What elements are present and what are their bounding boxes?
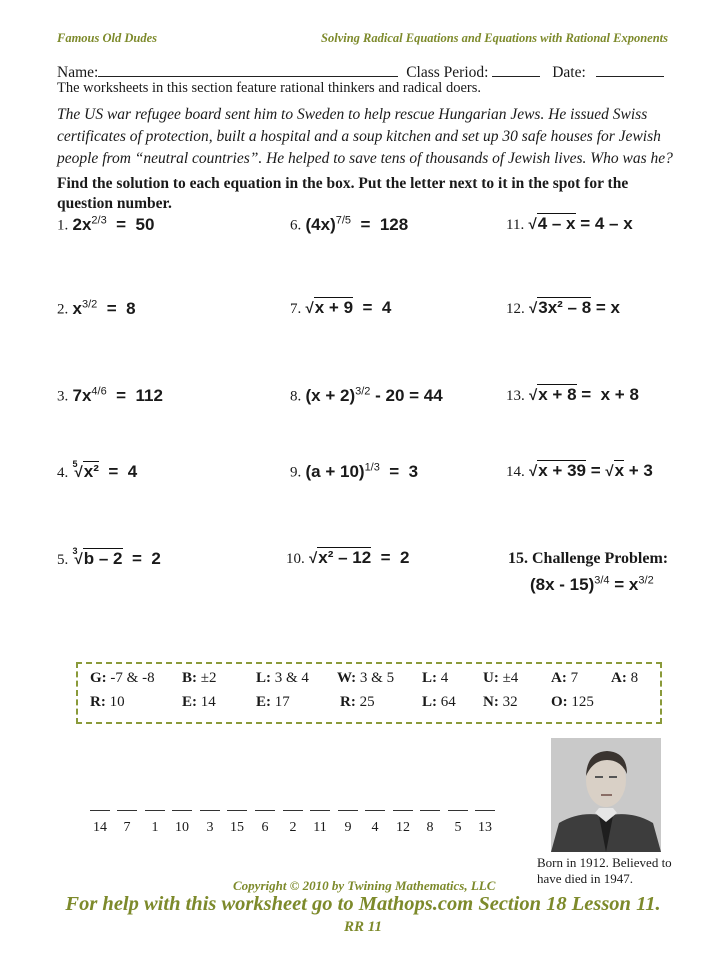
answer-blank[interactable] xyxy=(338,810,358,811)
answer-blank[interactable] xyxy=(255,810,275,811)
answer-blank[interactable] xyxy=(172,810,192,811)
problem-5: 5. $^3$√b – 2 = 2 xyxy=(57,546,161,568)
key-item: N: 32 xyxy=(483,694,518,710)
key-item: L: 3 & 4 xyxy=(256,670,309,686)
key-item: A: 8 xyxy=(611,670,639,686)
answer-blank[interactable] xyxy=(393,810,413,811)
riddle-story: The US war refugee board sent him to Sweden to help rescue Hungarian Jews. He issued Swiss certificates of protection, built a hospital and a soup kitchen and set up 30 safe houses for Jewish people from “neutral countries”. He helped to save tens of thousands of Jewish lives. Who was he? xyxy=(57,106,673,167)
key-item: W: 3 & 5 xyxy=(337,670,395,686)
problem-10: 10. √x² – 12 = 2 xyxy=(286,548,410,567)
problem-15: $(8x - 15)^{3/4} = x^{3/2}$ xyxy=(530,574,654,594)
key-item: L: 64 xyxy=(422,694,456,710)
problem-8: 8. $(x + 2)^{3/2} - 20 = 44$ xyxy=(290,385,443,405)
key-item: O: 125 xyxy=(551,694,594,710)
date-field[interactable] xyxy=(596,75,664,77)
answer-key-box xyxy=(76,662,662,724)
instructions: Find the solution to each equation in the box. Put the letter next to it in the spot for the question number. xyxy=(57,175,629,212)
answer-blank[interactable] xyxy=(448,810,468,811)
help-link-text: For help with this worksheet go to Mathops.com Section 18 Lesson 11. xyxy=(65,893,661,915)
key-item: R: 10 xyxy=(90,694,125,710)
worksheet-series-title: Famous Old Dudes xyxy=(57,31,158,45)
answer-blank[interactable] xyxy=(365,810,385,811)
problem-11: 11. √4 – x = 4 – x xyxy=(506,214,633,233)
problem-3: 3. $7x^{4/6} = 112$ xyxy=(57,385,163,405)
portrait-photo xyxy=(551,738,661,852)
key-item: E: 14 xyxy=(182,694,216,710)
answer-blank[interactable] xyxy=(283,810,303,811)
worksheet-topic-title: Solving Radical Equations and Equations with Rational Exponents xyxy=(321,31,668,45)
key-item: B: ±2 xyxy=(182,670,217,686)
answer-blank[interactable] xyxy=(117,810,137,811)
problem-15-heading: 15. Challenge Problem: xyxy=(508,550,669,567)
answer-blank[interactable] xyxy=(420,810,440,811)
problem-2: 2. $x^{3/2} = 8$ xyxy=(57,298,136,318)
problem-12: 12. √3x² – 8 = x xyxy=(506,298,621,317)
class-period-label: Class Period: xyxy=(406,64,489,81)
key-item: E: 17 xyxy=(256,694,290,710)
intro-text: The worksheets in this section feature rational thinkers and radical doers. xyxy=(57,80,481,96)
photo-caption: Born in 1912. Believed to have died in 1947. xyxy=(537,855,672,886)
problem-6: 6. $(4x)^{7/5} = 128$ xyxy=(290,214,409,234)
key-item: R: 25 xyxy=(340,694,375,710)
answer-blank[interactable] xyxy=(310,810,330,811)
problem-4: 4. $^5$√x² = 4 xyxy=(57,459,138,481)
copyright: Copyright © 2010 by Twining Mathematics, LLC xyxy=(233,878,496,893)
key-item: A: 7 xyxy=(551,670,579,686)
answer-blank[interactable] xyxy=(200,810,220,811)
key-item: G: -7 & -8 xyxy=(90,670,155,686)
problem-7: 7. √x + 9 = 4 xyxy=(290,298,392,317)
problem-13: 13. √x + 8 = x + 8 xyxy=(506,385,639,404)
name-label: Name: xyxy=(57,64,99,81)
key-item: L: 4 xyxy=(422,670,449,686)
worksheet-code: RR 11 xyxy=(344,919,382,935)
problem-14: 14. √x + 39 = √x + 3 xyxy=(506,461,653,480)
answer-blank[interactable] xyxy=(145,810,165,811)
name-field[interactable] xyxy=(98,75,398,77)
answer-blank[interactable] xyxy=(475,810,495,811)
problem-1: 1. $2x^{2/3} = 50$ xyxy=(57,214,155,234)
portrait-illustration xyxy=(551,738,661,852)
key-item: U: ±4 xyxy=(483,670,519,686)
answer-blank[interactable] xyxy=(227,810,247,811)
answer-blank[interactable] xyxy=(90,810,110,811)
class-period-field[interactable] xyxy=(492,75,540,77)
date-label: Date: xyxy=(552,64,586,81)
problem-9: 9. $(a + 10)^{1/3} = 3$ xyxy=(290,461,419,481)
